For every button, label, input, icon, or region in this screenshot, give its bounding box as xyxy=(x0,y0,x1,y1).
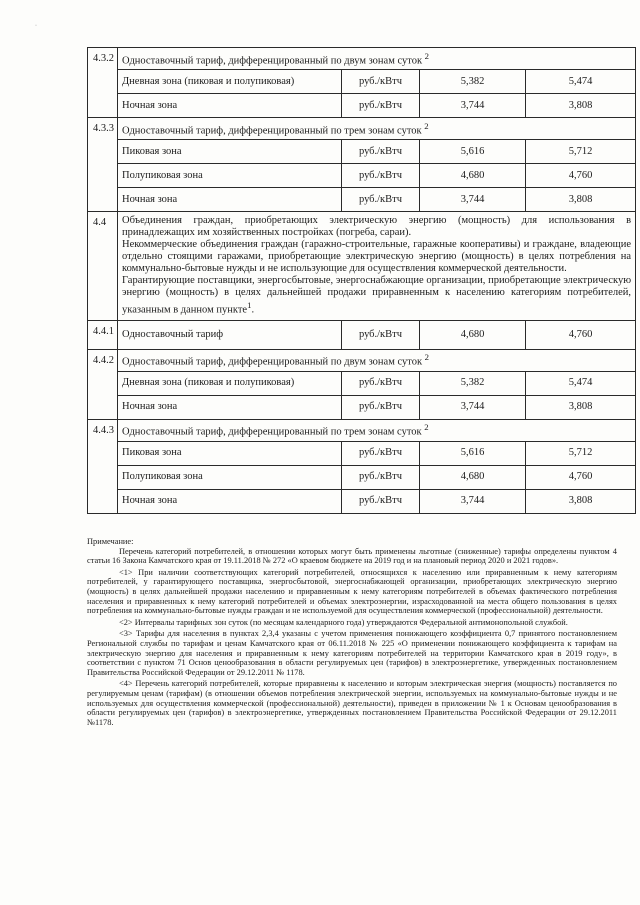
value-cell-1: 5,382 xyxy=(420,371,526,395)
row-number: 4.4 xyxy=(88,212,118,321)
value-cell-1: 5,616 xyxy=(420,441,526,465)
value-cell-2: 3,808 xyxy=(526,188,636,212)
category-paragraph-3: Гарантирующие поставщики, энергосбытовые, энергоснабжающие организации, приобретающие электрическую энергию (мощность) в целях дальнейшей продажи приравненным к населению категориям потребителей, указанным в данном пункте$^1$. xyxy=(122,275,632,316)
value-cell-1: 4,680 xyxy=(420,320,526,349)
section-title: Одноставочный тариф, дифференцированный по двум зонам суток $^2$ xyxy=(118,349,636,371)
unit-cell: руб./кВтч xyxy=(342,320,420,349)
category-description xyxy=(118,212,636,321)
row-number: 4.4.1 xyxy=(88,320,118,349)
table-row xyxy=(88,140,636,164)
table-row xyxy=(88,164,636,188)
table-row xyxy=(88,395,636,419)
zone-label: Одноставочный тариф xyxy=(118,320,342,349)
table-row-section xyxy=(88,349,636,371)
zone-label: Ночная зона xyxy=(118,188,342,212)
value-cell-2: 4,760 xyxy=(526,320,636,349)
unit-cell: руб./кВтч xyxy=(342,164,420,188)
value-cell-1: 4,680 xyxy=(420,465,526,489)
value-cell-2: 4,760 xyxy=(526,465,636,489)
table-row xyxy=(88,320,636,349)
note-paragraph-0: Перечень категорий потребителей, в отношении которых могут быть применены льготные (сниженные) тарифы определены пунктом 4 статьи 16 Закона Камчатского края от 19.11.2018 № 272 «О краевом бюджете на 2019 год и на плановый период 2020 и 2021 годов». xyxy=(87,546,617,566)
value-cell-1: 3,744 xyxy=(420,489,526,513)
unit-cell: руб./кВтч xyxy=(342,188,420,212)
zone-label: Пиковая зона xyxy=(118,441,342,465)
value-cell-1: 5,382 xyxy=(420,70,526,94)
table-row xyxy=(88,489,636,513)
corner-mark: · xyxy=(35,23,37,29)
value-cell-2: 5,712 xyxy=(526,441,636,465)
section-title: Одноставочный тариф, дифференцированный по трем зонам суток $^2$ xyxy=(118,118,636,140)
value-cell-1: 4,680 xyxy=(420,164,526,188)
notes-heading: Примечание: xyxy=(87,537,134,546)
row-number: 4.4.3 xyxy=(88,419,118,513)
unit-cell: руб./кВтч xyxy=(342,140,420,164)
unit-cell: руб./кВтч xyxy=(342,70,420,94)
table-row xyxy=(88,188,636,212)
section-title: Одноставочный тариф, дифференцированный по двум зонам суток $^2$ xyxy=(118,48,636,70)
note-paragraph-2: <2> Интервалы тарифных зон суток (по месяцам календарного года) утверждаются Федеральной антимонопольной службой. xyxy=(119,617,568,627)
table-row xyxy=(88,94,636,118)
unit-cell: руб./кВтч xyxy=(342,395,420,419)
table-row xyxy=(88,465,636,489)
value-cell-2: 5,712 xyxy=(526,140,636,164)
zone-label: Полупиковая зона xyxy=(118,164,342,188)
zone-label: Дневная зона (пиковая и полупиковая) xyxy=(118,371,342,395)
zone-label: Дневная зона (пиковая и полупиковая) xyxy=(118,70,342,94)
zone-label: Ночная зона xyxy=(118,94,342,118)
value-cell-1: 5,616 xyxy=(420,140,526,164)
zone-label: Пиковая зона xyxy=(118,140,342,164)
row-number: 4.4.2 xyxy=(88,349,118,419)
value-cell-2: 3,808 xyxy=(526,94,636,118)
table-row-section xyxy=(88,48,636,70)
unit-cell: руб./кВтч xyxy=(342,371,420,395)
value-cell-2: 4,760 xyxy=(526,164,636,188)
unit-cell: руб./кВтч xyxy=(342,441,420,465)
note-paragraph-1: <1> При наличии соответствующих категорий потребителей, относящихся к населению или приравненным к нему категориям потребителей, у гарантирующего поставщика, энергосбытовой, энергоснабжающей организации, приобретающих электрическую энергию (мощность) в целях дальнейшей продажи населению и приравненным к нему категориям потребителей в объемах фактического потребления населения и приравненных к нему категорий потребителей и объемах электроэнергии, израсходованной на места общего пользования в целях потребления на коммунально-бытовые нужды граждан и не используемой для осуществления коммерческой (профессиональной) деятельности. xyxy=(87,567,617,616)
unit-cell: руб./кВтч xyxy=(342,94,420,118)
category-paragraph-2: Некоммерческие объединения граждан (гаражно-строительные, гаражные кооперативы) и граждане, владеющие отдельно стоящими гаражами, приобретающие электрическую энергию (мощность) в целях потребления на коммунально-бытовые нужды и не использующие для осуществления коммерческой деятельности. xyxy=(122,239,632,274)
zone-label: Полупиковая зона xyxy=(118,465,342,489)
note-paragraph-3: <3> Тарифы для населения в пунктах 2,3,4 указаны с учетом применения понижающего коэффициента 0,7 принятого постановлением Региональной службы по тарифам и ценам Камчатского края от 06.11.2018 № 225 «О применении понижающего коэффициента к тарифам на электрическую энергию для населения и приравненным к нему категориям потребителей на территории Камчатского края в 2019 году», в соответствии с пунктом 71 Основ ценообразования в области регулируемых цен (тарифов) в электроэнергетике, утвержденных постановлением Правительства Российской Федерации от 29.12.2011 № 1178. xyxy=(87,629,617,677)
zone-label: Ночная зона xyxy=(118,489,342,513)
table-row xyxy=(88,70,636,94)
notes-section xyxy=(87,537,617,727)
value-cell-2: 5,474 xyxy=(526,70,636,94)
table-row-category xyxy=(88,212,636,321)
zone-label: Ночная зона xyxy=(118,395,342,419)
section-title: Одноставочный тариф, дифференцированный по трем зонам суток $^2$ xyxy=(118,419,636,441)
note-paragraph-4: <4> Перечень категорий потребителей, которые приравнены к населению и которым электрическая энергия (мощность) поставляется по регулируемым ценам (тарифам) (в отношении объемов потребления электрической энергии, используемых на коммунально-бытовые нужды и не используемых для осуществления коммерческой (профессиональной) деятельности), приведен в приложении № 1 к Основам ценообразования в области регулируемых цен (тарифов) в электроэнергетике, утвержденных постановлением Правительства Российской Федерации от 29.12.2011 №1178. xyxy=(87,679,617,727)
row-number: 4.3.2 xyxy=(88,48,118,118)
table-row-section xyxy=(88,118,636,140)
value-cell-1: 3,744 xyxy=(420,94,526,118)
tariff-table xyxy=(87,47,636,514)
table-row-section xyxy=(88,419,636,441)
category-paragraph-1: Объединения граждан, приобретающих электрическую энергию (мощность) для использования в принадлежащих им хозяйственных постройках (погреба, сараи). xyxy=(122,215,632,238)
unit-cell: руб./кВтч xyxy=(342,489,420,513)
table-row xyxy=(88,371,636,395)
value-cell-2: 3,808 xyxy=(526,395,636,419)
value-cell-1: 3,744 xyxy=(420,395,526,419)
unit-cell: руб./кВтч xyxy=(342,465,420,489)
row-number: 4.3.3 xyxy=(88,118,118,212)
value-cell-2: 3,808 xyxy=(526,489,636,513)
value-cell-2: 5,474 xyxy=(526,371,636,395)
table-row xyxy=(88,441,636,465)
value-cell-1: 3,744 xyxy=(420,188,526,212)
